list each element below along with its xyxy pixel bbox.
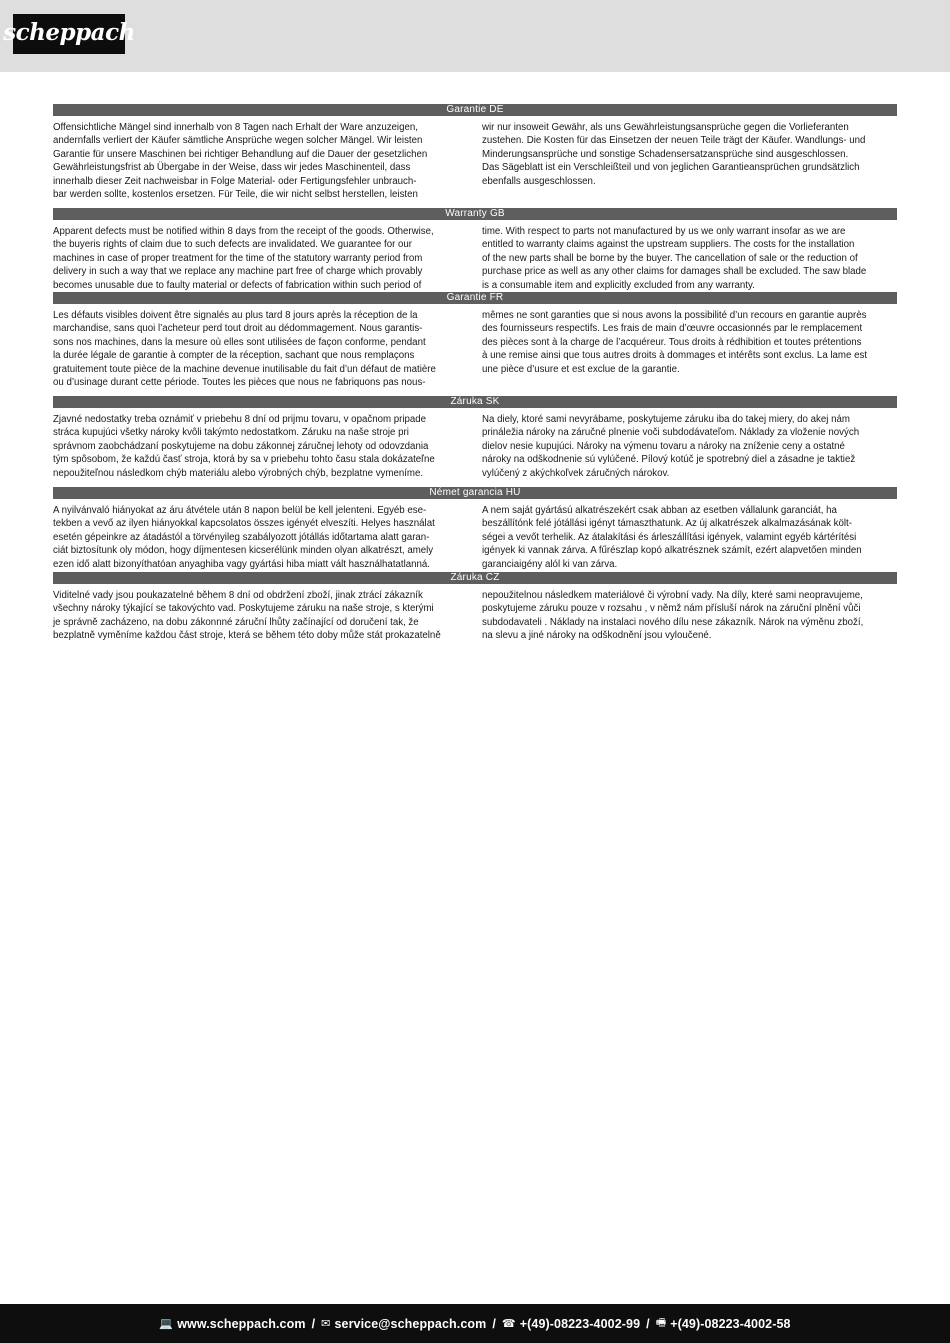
section-text-right: nepoužitelnou následkem materiálové či výrobní vady. Na díly, které sami neopravujeme, poskytujeme záruku pouze v rozsahu , v němž nám přísluší nárok na záruční plnění vůči subdodavateli . Náklady na instalaci nového dílu nese zákazník. Nárok na výměnu zboží, na slevu a jiné nároky na odškodnění jsou vyloučené. (482, 590, 864, 642)
section-zaruka-cz (53, 572, 897, 644)
section-title: Záruka CZ (53, 572, 897, 584)
computer-icon: 💻 (159, 1318, 174, 1330)
section-text-right: time. With respect to parts not manufactured by us we only warrant insofar as we are entitled to warranty claims against the upstream suppliers. The costs for the installation of the new parts shall be borne by the buyer. The cancellation of sale or the reduction of purchase price as well as any other claims for damages shall be excluded. The saw blade is a consumable item and explicitly excluded from any warranty. (482, 226, 867, 291)
section-garantie-fr (53, 292, 897, 396)
section-text-left: A nyilvánvaló hiányokat az áru átvétele után 8 napon belül be kell jelenteni. Egyéb ese- tekben a vevő az ilyen hiányokkal kapcsolatos összes igényét elveszíti. Helyes használat esetén gépeinkre az átadástól a törvényileg szabályozott jótállás időtartama alatt garan- ciát biztosítunk oly módon, hogy díjmentesen kicserélünk minden olyan alkatrészt, amely ezen idő alatt bizonyíthatóan anyaghiba vagy gyártási hiba miatt vált használhatatlanná. (53, 505, 435, 570)
section-text-right: Na diely, ktoré sami nevyrábame, poskytujeme záruku iba do takej miery, do akej nám prináležia nároky na záručné plnenie voči subdodávateľom. Náklady za vloženie nových dielov nesie kupujúci. Nároky na výmenu tovaru a nároky na zníženie ceny a ostatné nároky na odškodnenie sú vylúčené. Pílový kotúč je spotrebný diel a zásadne je taktiež vylúčený z akýchkoľvek záručných nárokov. (482, 414, 860, 479)
section-title: Garantie FR (53, 292, 897, 304)
section-text-left: Apparent defects must be notified within 8 days from the receipt of the goods. Otherwise, the buyeris rights of claim due to such defects are invalidated. We guarantee for our machines in case of proper treatment for the time of the statutory warranty period from delivery in such a way that we replace any machine part free of charge which provably becomes unusable due to faulty material or defects of fabrication within such period of (53, 226, 434, 291)
section-text-left: Zjavné nedostatky treba oznámiť v priebehu 8 dní od prijmu tovaru, v opačnom pripade stráca kupujúci všetky nároky kvôli takýmto nedostatkom. Záruku na naše stroje pri správnom zaobchádzaní poskytujeme na dobu zákonnej záručnej lehoty od odovzdania tým spôsobom, že každú časť stroja, ktorá by sa v priebehu tohto času stala dokázateľne nepoužiteľnou následkom chýb materiálu alebo výrobných chýb, bezplatne vymeníme. (53, 414, 435, 479)
fax-icon: 🖷 (655, 1317, 667, 1329)
contact-footer (0, 1304, 950, 1343)
footer-separator: / (646, 1316, 650, 1331)
warranty-content (53, 104, 897, 644)
section-garantie-de (53, 104, 897, 208)
section-title: Záruka SK (53, 396, 897, 408)
section-zaruka-sk (53, 396, 897, 487)
section-text-left: Viditelné vady jsou poukazatelné během 8 dní od obdržení zboží, jinak ztrácí zákazník všechny nároky týkající se takovýchto vad. Poskytujeme záruku na naše stroje, s kterými je správně zacházeno, na dobu zákonnné záruční lhůty začínající od doručení tak, že bezplatně vyměníme každou část stroje, která se během této doby může stát prokazatelně (53, 590, 441, 642)
footer-email[interactable]: service@scheppach.com (334, 1316, 487, 1331)
mail-icon: ✉ (321, 1318, 331, 1330)
header-band (0, 0, 950, 72)
section-title: Német garancia HU (53, 487, 897, 499)
section-text-left: Offensichtliche Mängel sind innerhalb von 8 Tagen nach Erhalt der Ware anzuzeigen, andernfalls verliert der Käufer sämtliche Ansprüche wegen solcher Mängel. Wir leisten Garantie für unsere Maschinen bei richtiger Behandlung auf die Dauer der gesetzlichen Gewährleistungsfrist ab Übergabe in der Weise, dass wir jedes Maschinenteil, dass innerhalb dieser Zeit nachweisbar in Folge Material- oder Fertigungsfehler unbrauch- bar werden sollte, kostenlos ersetzen. Für Teile, die wir nicht selbst herstellen, leisten (53, 122, 428, 201)
phone-icon: ☎ (501, 1318, 516, 1330)
section-nemet-garancia-hu (53, 487, 897, 572)
section-text-right: mêmes ne sont garanties que si nous avons la possibilité d’un recours en garantie auprès des fournisseurs respectifs. Les frais de main d’œuvre occasionnés par le remplacement des pièces sont à la charge de l’acquéreur. Tous droits à rédhibition et toutes prétentions à une remise ainsi que tous autres droits à dommages et intérêts sont exclus. La lame est une pièce d’usure et est exclue de la garantie. (482, 310, 868, 375)
section-warranty-gb (53, 208, 897, 292)
section-text-left: Les défauts visibles doivent être signalés au plus tard 8 jours après la réception de la marchandise, sans quoi l’acheteur perd tout droit au dédommagement. Nous garantis- sons nos machines, dans la mesure où elles sont utilisées de façon conforme, pendant la durée légale de garantie à compter de la réception, sachant que nous remplaçons gratuitement toute pièce de la machine devenue inutilisable du fait d’un défaut de matière ou d’usinage durant cette période. Toutes les pièces que nous ne fabriquons pas nous- (53, 310, 436, 389)
brand-logo: scheppach (13, 14, 125, 54)
footer-website[interactable]: www.scheppach.com (177, 1316, 306, 1331)
footer-separator: / (492, 1316, 496, 1331)
footer-separator: / (311, 1316, 316, 1331)
section-text-right: A nem saját gyártású alkatrészekért csak abban az esetben vállalunk garanciát, ha beszállítónk felé jótállási igényt támaszthatunk. Az új alkatrészek alkalmazásának költ- ségei a vevőt terhelik. Az átalakítási és árleszállítási igények, valamint egyéb kártérítési igények ki vannak zárva. A fűrészlap kopó alkatrésznek számít, ezért alapvetően minden garanciaigény alól ki van zárva. (482, 505, 862, 570)
footer-fax: +(49)-08223-4002-58 (670, 1316, 791, 1331)
footer-phone[interactable]: +(49)-08223-4002-99 (519, 1316, 641, 1331)
section-text-right: wir nur insoweit Gewähr, als uns Gewährleistungsansprüche gegen die Vorlieferanten zustehen. Die Kosten für das Einsetzen der neuen Teile trägt der Käufer. Wandlungs- und Minderungsansprüche und sonstige Schadensersatzansprüche sind ausgeschlossen. Das Sägeblatt ist ein Verschleißteil und von jeglichen Garantieansprüchen grundsätzlich ebenfalls ausgeschlossen. (482, 122, 866, 187)
section-title: Garantie DE (53, 104, 897, 116)
section-title: Warranty GB (53, 208, 897, 220)
